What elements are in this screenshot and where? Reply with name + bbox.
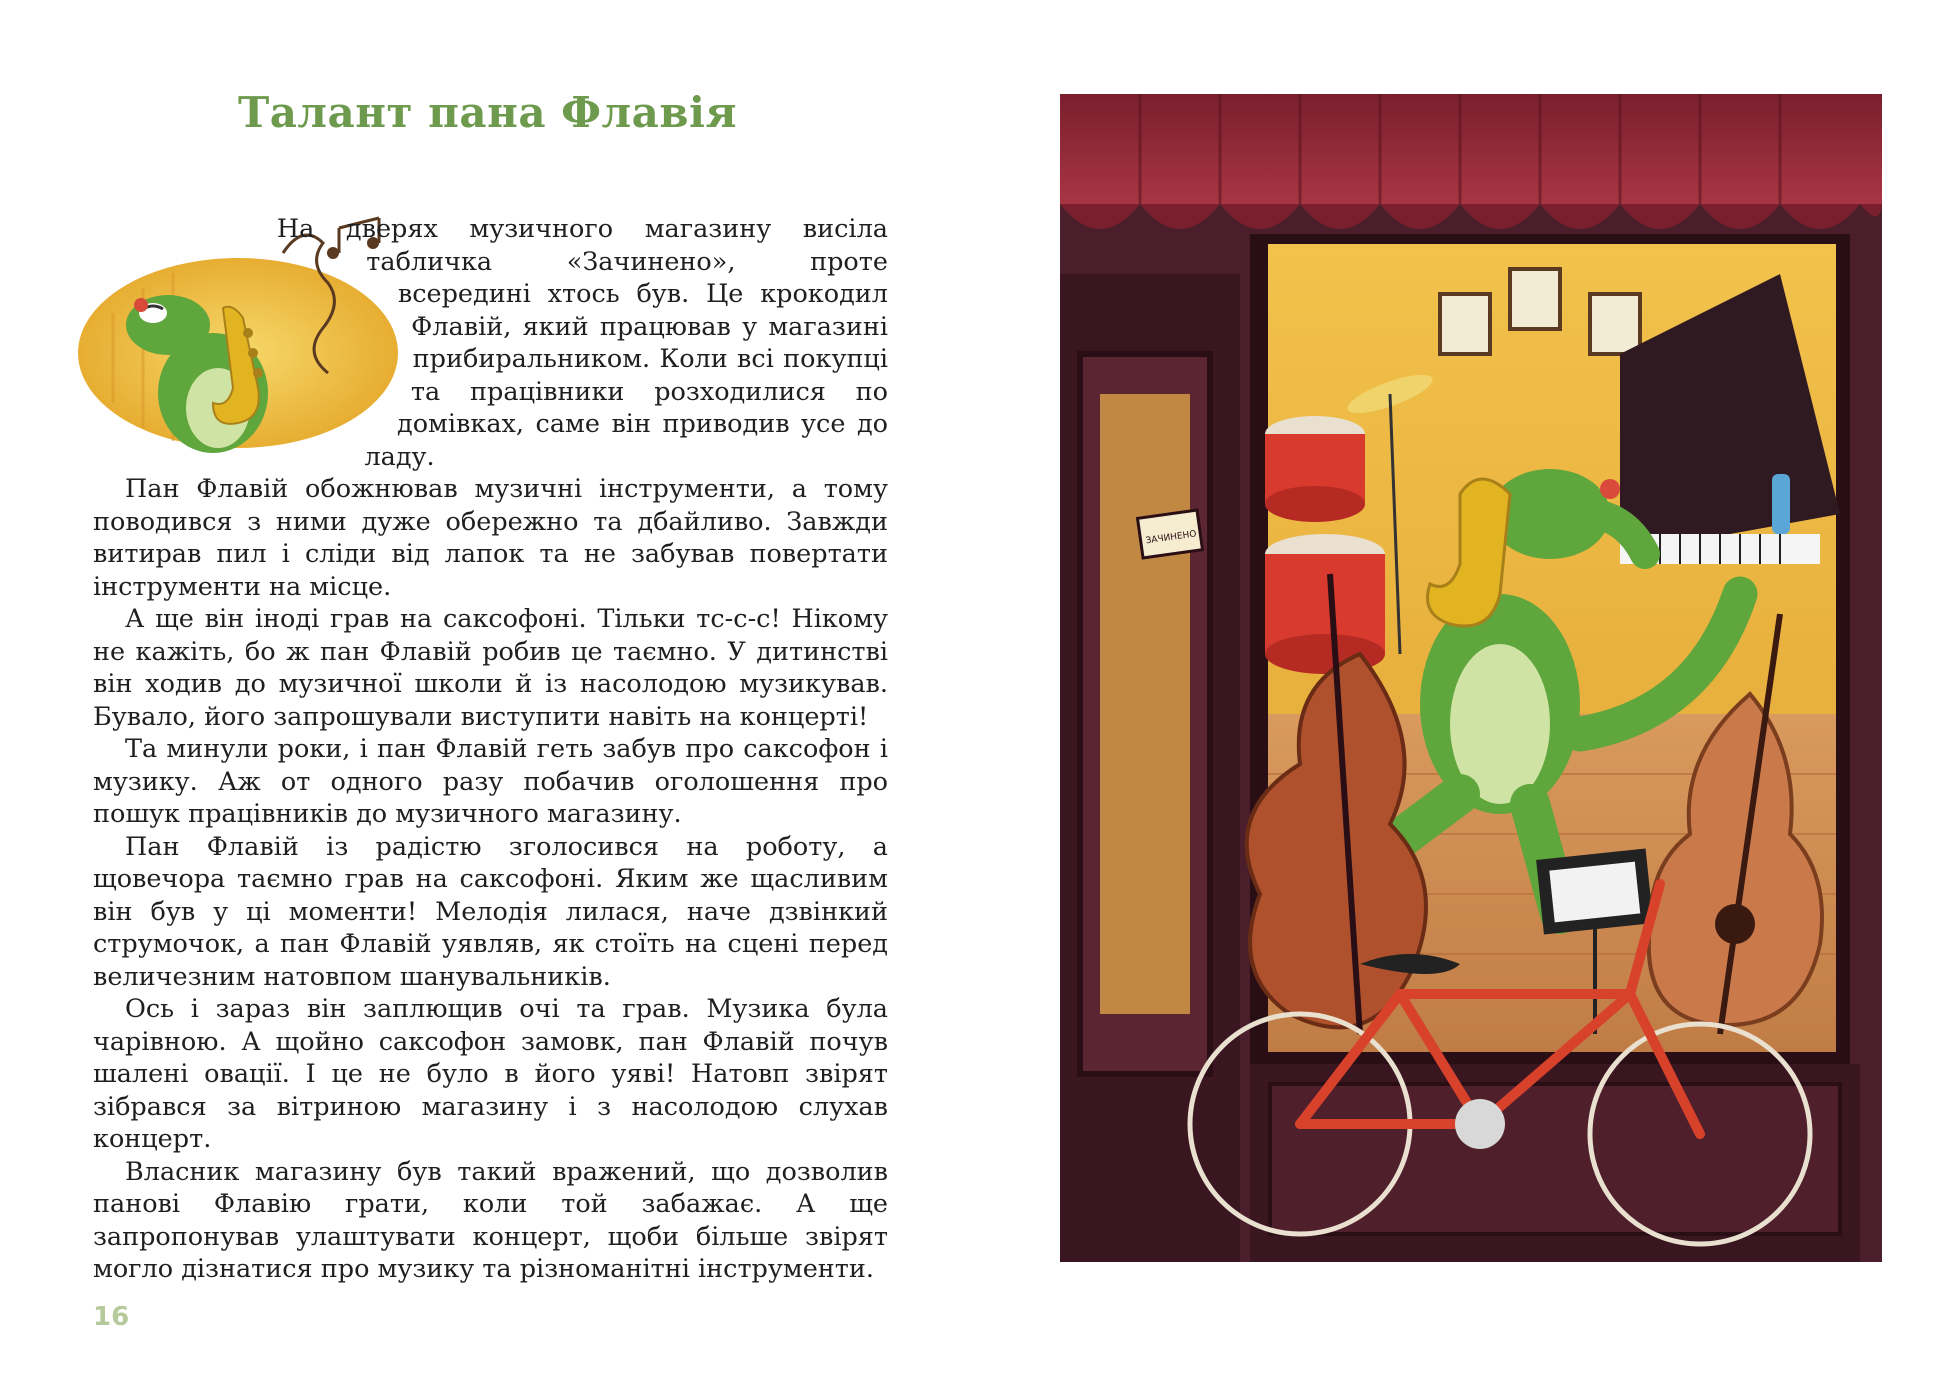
music-shop-illustration	[1060, 94, 1882, 1262]
closed-sign-text: ЗАЧИНЕНО	[1145, 529, 1198, 547]
paragraph: Та минули роки, і пан Флавій геть забув про саксофон і музику. Аж от одного разу побачив оголошення про пошук працівників до музичного магазину.	[93, 734, 888, 829]
paragraph: Пан Флавій обожнював музичні інструменти, а тому поводився з ними дуже обережно та дбайливо. Завжди витирав пил і сліди від лапок та не забував повертати інструменти на місце.	[93, 474, 888, 602]
paragraph: На дверях музичного магазину висіла табличка «Зачинено», проте всередині хтось був. Це крокодил Флавій, який працював у магазині прибиральником. Коли всі покупці та працівники розходилися по домівках, саме він приводив усе до ладу.	[276, 214, 888, 472]
paragraph: А ще він іноді грав на саксофоні. Тільки тс-с-с! Нікому не кажіть, бо ж пан Флавій робив це таємно. У дитинстві він ходив до музичної школи й із насолодою музикував. Бувало, його запрошували виступити навіть на концерті!	[93, 604, 888, 732]
story-text	[93, 213, 888, 1286]
paragraph: Ось і зараз він заплющив очі та грав. Музика була чарівною. А щойно саксофон замовк, пан Флавій почув шалені овації. І це не було в його уяві! Натовп звірят зібрався за вітриною магазину і з насолодою слухав концерт.	[93, 994, 888, 1154]
paragraph: Пан Флавій із радістю зголосився на роботу, а щовечора таємно грав на саксофоні. Яким же щасливим він був у ці моменти! Мелодія лилася, наче дзвінкий струмочок, а пан Флавій уявляв, як стоїть на сцені перед величезним натовпом шанувальників.	[93, 831, 888, 992]
page-number: 16	[93, 1302, 130, 1332]
paragraph: Власник магазину був такий вражений, що дозволив панові Флавію грати, коли той забажає. А ще запропонував улаштувати концерт, щоби більше звірят могло дізнатися про музику та різноманітні інструменти.	[93, 1156, 888, 1284]
page-title: Талант пана Флавія	[237, 88, 738, 137]
